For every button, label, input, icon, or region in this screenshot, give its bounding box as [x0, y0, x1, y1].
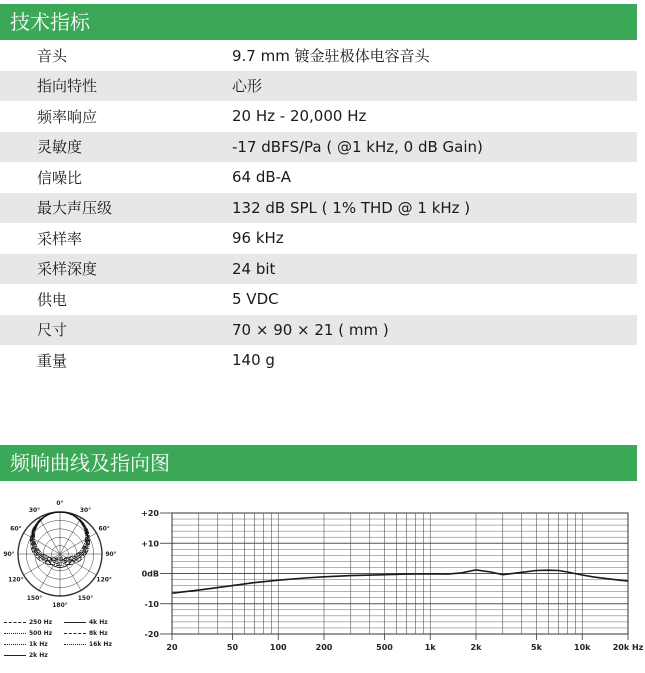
spec-row — [0, 101, 637, 132]
polar-legend-item — [64, 630, 108, 637]
frequency-response-chart — [130, 495, 644, 670]
spec-row — [0, 223, 637, 254]
y-tick-label: 0dB — [141, 569, 159, 579]
polar-angle-label: 60° — [98, 525, 110, 533]
polar-legend-item — [4, 641, 48, 648]
polar-legend-label: 4k Hz — [89, 619, 108, 626]
polar-angle-label: 30° — [79, 506, 92, 514]
polar-legend-label: 8k Hz — [89, 630, 108, 637]
spec-value: 24 bit — [232, 259, 276, 278]
spec-label: 灵敏度 — [37, 138, 83, 157]
spec-value: -17 dBFS/Pa ( @1 kHz, 0 dB Gain) — [232, 137, 483, 156]
polar-angle-label: 150° — [26, 595, 43, 603]
x-tick-label: 20 — [166, 643, 178, 652]
spec-value: 96 kHz — [232, 229, 284, 248]
polar-pattern-chart — [0, 492, 125, 617]
spec-label: 最大声压级 — [37, 199, 113, 218]
x-tick-label: 2k — [470, 643, 482, 652]
polar-angle-label: 120° — [96, 576, 112, 584]
polar-pattern-diagram — [0, 492, 125, 672]
spec-value: 140 g — [232, 351, 275, 370]
y-tick-label: -20 — [144, 630, 159, 639]
y-tick-label: -10 — [144, 599, 159, 609]
legend-line-swatch — [4, 633, 26, 634]
polar-legend-label: 2k Hz — [29, 652, 48, 659]
spec-row — [0, 132, 637, 163]
polar-angle-label: 0° — [56, 500, 64, 507]
x-tick-label: 5k — [531, 643, 542, 652]
polar-angle-label: 60° — [10, 525, 22, 533]
spec-row — [0, 71, 637, 102]
polar-grid-spoke — [60, 518, 81, 554]
legend-line-swatch — [4, 655, 26, 656]
spec-value: 132 dB SPL ( 1% THD @ 1 kHz ) — [232, 198, 471, 217]
graph-section-title: 频响曲线及指向图 — [0, 445, 637, 481]
spec-row — [0, 315, 637, 346]
spec-row — [0, 345, 637, 376]
polar-legend-label: 1k Hz — [29, 641, 48, 648]
spec-label: 重量 — [37, 351, 68, 370]
spec-value: 64 dB-A — [232, 168, 292, 187]
y-tick-label: +20 — [141, 509, 159, 518]
polar-angle-label: 30° — [28, 506, 41, 514]
legend-line-swatch — [64, 622, 86, 623]
spec-label: 尺寸 — [37, 321, 68, 340]
polar-legend-label: 16k Hz — [89, 641, 112, 648]
polar-grid-spoke — [24, 533, 60, 554]
polar-legend-item — [64, 641, 112, 648]
polar-angle-label: 120° — [8, 576, 24, 584]
spec-value: 70 × 90 × 21 ( mm ) — [232, 320, 389, 339]
spec-value: 心形 — [232, 77, 263, 96]
spec-row — [0, 254, 637, 285]
spec-label: 频率响应 — [37, 107, 98, 126]
spec-row — [0, 40, 637, 71]
legend-line-swatch — [64, 633, 86, 634]
spec-value: 9.7 mm 镀金驻极体电容音头 — [232, 46, 430, 65]
y-tick-label: +10 — [141, 539, 159, 549]
specs-table — [0, 40, 637, 376]
spec-label: 采样深度 — [37, 260, 98, 279]
polar-angle-label: 90° — [105, 551, 117, 558]
specs-section-title: 技术指标 — [0, 4, 637, 40]
x-tick-label: 20k Hz — [612, 643, 644, 652]
x-tick-label: 200 — [315, 643, 333, 652]
polar-legend-item — [64, 619, 108, 626]
polar-legend-label: 250 Hz — [29, 619, 53, 626]
spec-label: 指向特性 — [37, 77, 98, 96]
spec-row — [0, 284, 637, 315]
spec-value: 5 VDC — [232, 290, 279, 309]
legend-line-swatch — [4, 644, 26, 645]
x-tick-label: 100 — [269, 643, 287, 652]
x-tick-label: 10k — [574, 643, 591, 652]
x-tick-label: 1k — [424, 643, 436, 652]
polar-angle-label: 90° — [3, 551, 15, 558]
polar-angle-label: 150° — [77, 595, 94, 603]
legend-line-swatch — [64, 644, 86, 645]
polar-legend-item — [4, 630, 52, 637]
polar-legend-label: 500 Hz — [29, 630, 53, 637]
polar-grid-spoke — [60, 533, 96, 554]
polar-grid-spoke — [39, 518, 60, 554]
polar-angle-label: 180° — [52, 602, 68, 609]
legend-line-swatch — [4, 622, 26, 623]
spec-label: 音头 — [37, 46, 68, 65]
spec-row — [0, 162, 637, 193]
polar-legend-item — [4, 619, 52, 626]
x-tick-label: 50 — [226, 643, 239, 652]
spec-value: 20 Hz - 20,000 Hz — [232, 107, 367, 126]
spec-label: 采样率 — [37, 229, 83, 248]
spec-row — [0, 193, 637, 224]
spec-label: 供电 — [37, 290, 68, 309]
polar-legend-item — [4, 652, 48, 659]
x-tick-label: 500 — [376, 643, 393, 652]
spec-label: 信噪比 — [37, 168, 83, 187]
